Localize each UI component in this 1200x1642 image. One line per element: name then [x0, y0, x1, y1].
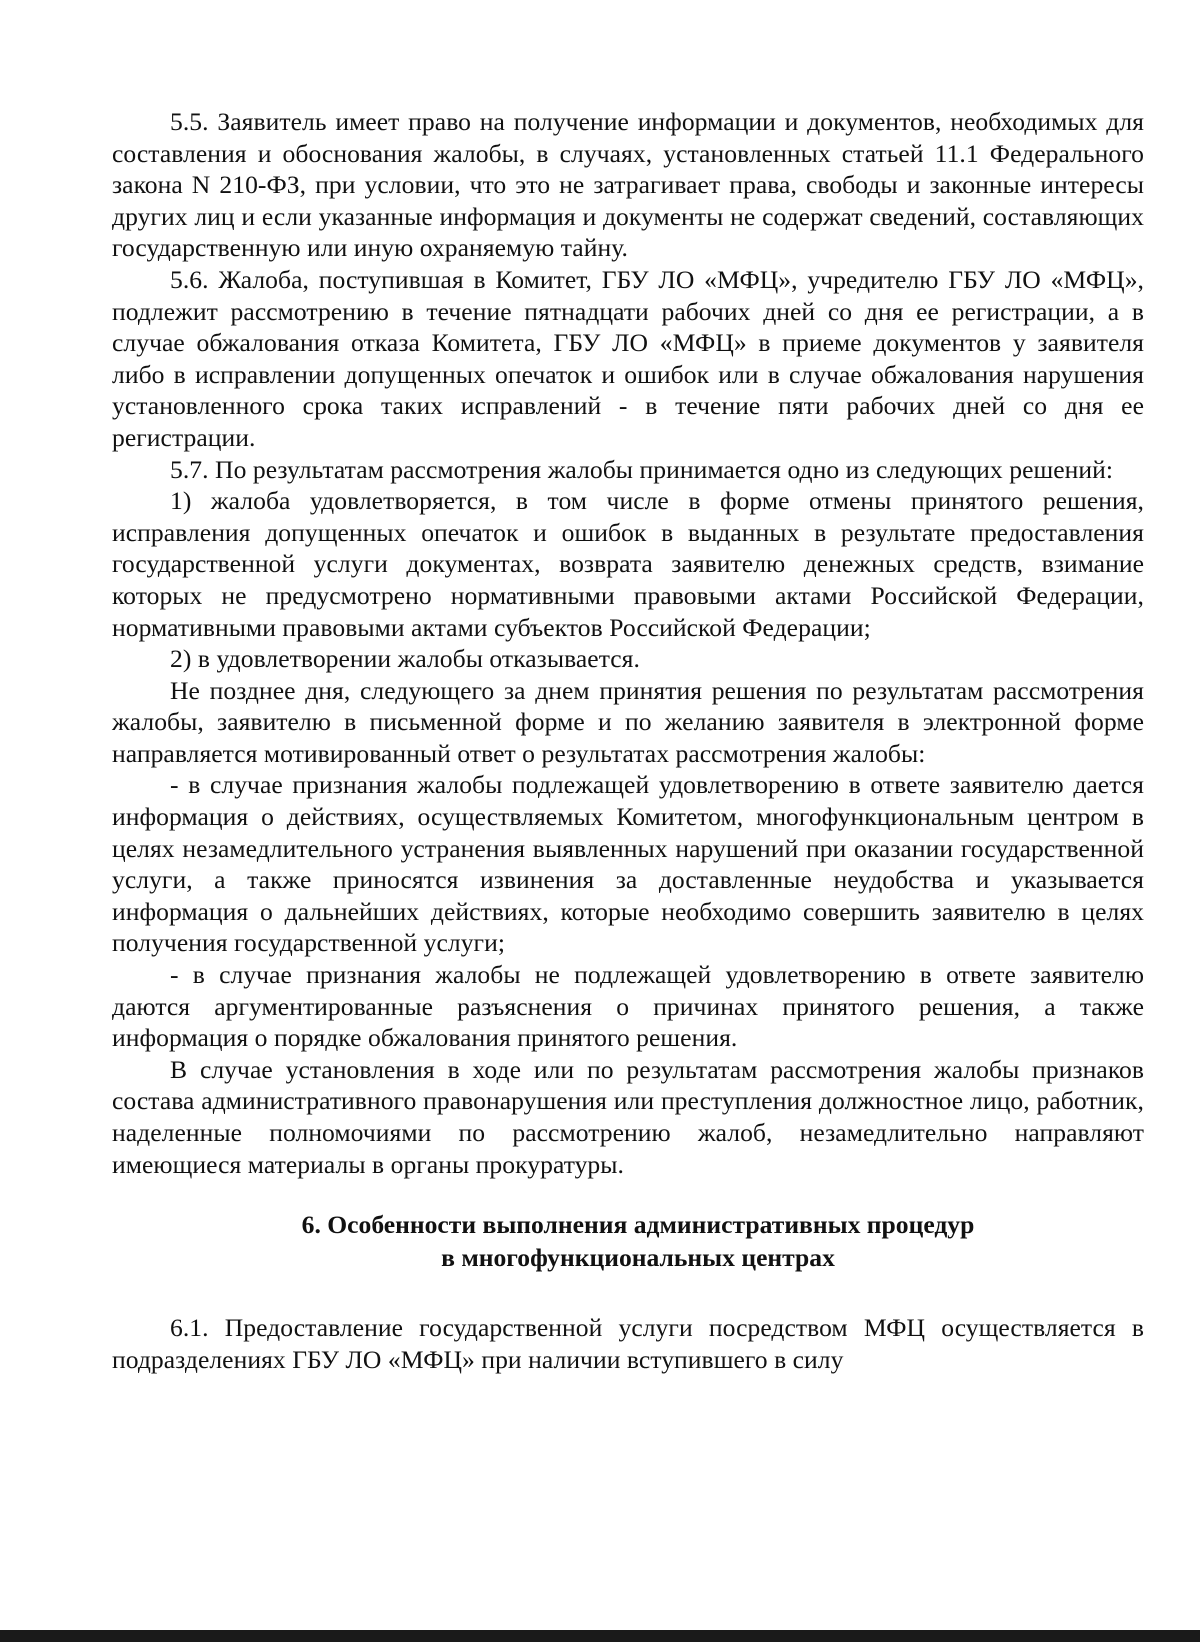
section-6-heading-line-1: 6. Особенности выполнения административных процедур [301, 1210, 975, 1240]
paragraph-5-5: 5.5. Заявитель имеет право на получение информации и документов, необходимых для составления и обоснования жалобы, в случаях, установленных статьей 11.1 Федерального закона N 210-ФЗ, при условии, что это не затрагивает права, свободы и законные интересы других лиц и если указанные информация и документы не содержат сведений, составляющих государственную или иную охраняемую тайну. [112, 107, 1144, 263]
list-item-1: 1) жалоба удовлетворяется, в том числе в форме отмены принятого решения, исправления допущенных опечаток и ошибок в выданных в результате предоставления государственной услуги документах, возврата заявителю денежных средств, взимание которых не предусмотрено нормативными правовыми актами Российской Федерации, нормативными правовыми актами субъектов Российской Федерации; [112, 486, 1144, 642]
paragraph-complaint-rejected: - в случае признания жалобы не подлежащей удовлетворению в ответе заявителю даются аргументированные разъяснения о причинах принятого решения, а также информация о порядке обжалования принятого решения. [112, 960, 1144, 1053]
paragraph-5-7: 5.7. По результатам рассмотрения жалобы принимается одно из следующих решений: [170, 454, 1114, 484]
list-item-2: 2) в удовлетворении жалобы отказывается. [170, 644, 640, 674]
section-6-heading-line-2: в многофункциональных центрах [441, 1243, 835, 1273]
paragraph-5-6: 5.6. Жалоба, поступившая в Комитет, ГБУ ЛО «МФЦ», учредителю ГБУ ЛО «МФЦ», подлежит рассмотрению в течение пятнадцати рабочих дней со дня ее регистрации, а в случае обжалования отказа Комитета, ГБУ ЛО «МФЦ» в приеме документов у заявителя либо в исправлении допущенных опечаток и ошибок или в случае обжалования нарушения установленного срока таких исправлений - в течение пяти рабочих дней со дня ее регистрации. [112, 264, 1144, 452]
paragraph-complaint-satisfied: - в случае признания жалобы подлежащей удовлетворению в ответе заявителю дается информация о действиях, осуществляемых Комитетом, многофункциональным центром в целях незамедлительного устранения выявленных нарушений при оказании государственной услуги, а также приносятся извинения за доставленные неудобства и указывается информация о дальнейших действиях, которые необходимо совершить заявителю в целях получения государственной услуги; [112, 770, 1144, 958]
paragraph-6-1: 6.1. Предоставление государственной услуги посредством МФЦ осуществляется в подразделениях ГБУ ЛО «МФЦ» при наличии вступившего в силу [112, 1313, 1144, 1374]
scan-edge-bar [0, 1630, 1200, 1642]
paragraph-response-deadline: Не позднее дня, следующего за днем принятия решения по результатам рассмотрения жалобы, заявителю в письменной форме и по желанию заявителя в электронной форме направляется мотивированный ответ о результатах рассмотрения жалобы: [112, 675, 1144, 768]
paragraph-prosecutor-referral: В случае установления в ходе или по результатам рассмотрения жалобы признаков состава административного правонарушения или преступления должностное лицо, работник, наделенные полномочиями по рассмотрению жалоб, незамедлительно направляют имеющиеся материалы в органы прокуратуры. [112, 1054, 1144, 1179]
section-6-heading [112, 1208, 1144, 1274]
document-page [112, 106, 1144, 1375]
